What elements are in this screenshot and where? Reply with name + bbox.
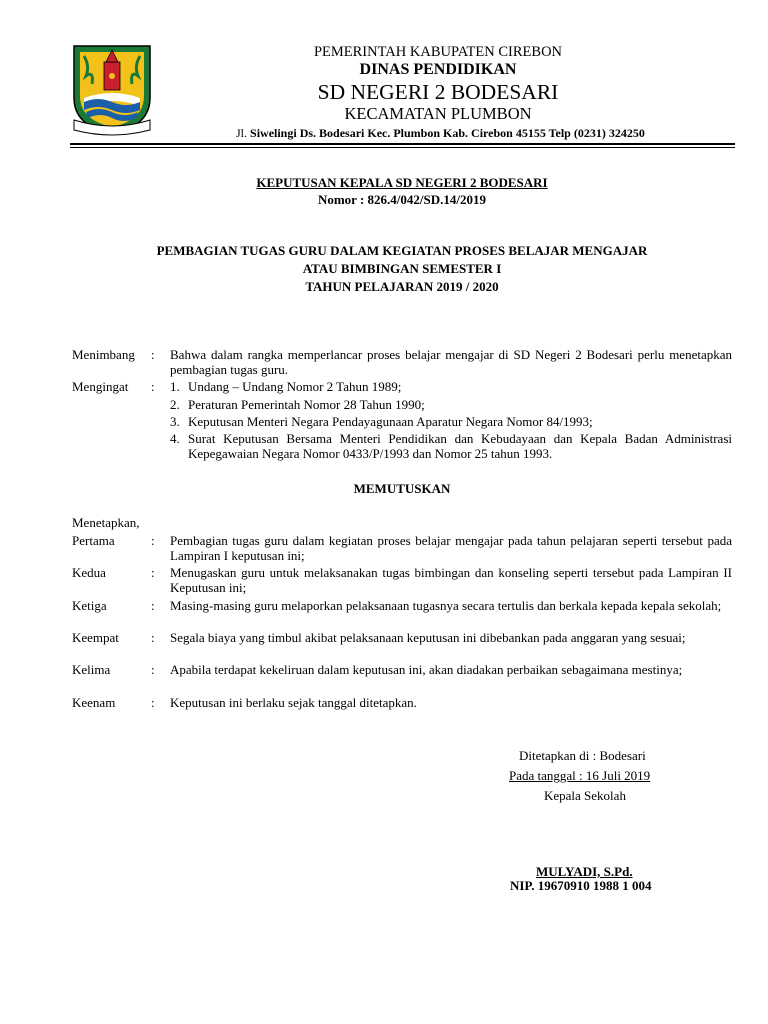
decision-text: Menugaskan guru untuk melaksanakan tugas bimbingan dan konseling seperti tersebut pada Lampiran II Keputusan ini; [170,565,732,595]
considering-label: Menimbang [72,347,135,362]
signing-place: Ditetapkan di : Bodesari [519,748,646,763]
school-name: SD NEGERI 2 BODESARI [317,80,559,104]
signer-name: MULYADI, S.Pd. [536,864,633,879]
decision-label: Keempat [72,630,119,645]
recalling-item-text: Surat Keputusan Bersama Menteri Pendidikan dan Kebudayaan dan Kepala Badan Administrasi Kepegawaian Negara Nomor 0433/P/1993 dan Nomor 25 tahun 1993. [188,431,732,461]
decree-title: KEPUTUSAN KEPALA SD NEGERI 2 BODESARI [256,175,548,190]
decision-text: Masing-masing guru melaporkan pelaksanaan tugasnya secara tertulis dan berkala kepada kepala sekolah; [170,598,722,613]
decides-heading: MEMUTUSKAN [353,481,451,496]
district-name: KECAMATAN PLUMBON [344,104,532,123]
recalling-item-text: Undang – Undang Nomor 2 Tahun 1989; [188,379,402,394]
government-name: PEMERINTAH KABUPATEN CIREBON [313,44,563,60]
decision-text: Apabila terdapat kekeliruan dalam keputusan ini, akan diadakan perbaikan sebagaimana mestinya; [170,662,683,677]
decision-colon: : [151,630,155,645]
decision-colon: : [151,533,155,548]
recalling-item-text: Keputusan Menteri Negara Pendayagunaan Aparatur Negara Nomor 84/1993; [188,414,593,429]
recalling-item-text: Peraturan Pemerintah Nomor 28 Tahun 1990; [188,397,425,412]
decision-label: Pertama [72,533,115,548]
address-prefix: Jl. [236,126,248,140]
decision-colon: : [151,695,155,710]
decision-label: Kelima [72,662,111,677]
decision-text: Keputusan ini berlaku sejak tanggal ditetapkan. [170,695,417,710]
recalling-item-number: 3. [170,414,180,429]
signing-date: Pada tanggal : 16 Juli 2019 [509,768,651,783]
subject-line-3: TAHUN PELAJARAN 2019 / 2020 [305,279,499,294]
subject-line-2: ATAU BIMBINGAN SEMESTER I [302,261,502,276]
recalling-label: Mengingat [72,379,129,394]
recalling-item-number: 4. [170,431,180,446]
regency-logo [70,40,154,138]
decision-colon: : [151,662,155,677]
decision-label: Ketiga [72,598,107,613]
subject-line-1: PEMBAGIAN TUGAS GURU DALAM KEGIATAN PROSES BELAJAR MENGAJAR [156,243,648,258]
recalling-item-number: 1. [170,379,180,394]
decision-text: Segala biaya yang timbul akibat pelaksanaan keputusan ini dibebankan pada anggaran yang sesuai; [170,630,686,645]
decree-number: Nomor : 826.4/042/SD.14/2019 [317,192,487,207]
recalling-item-number: 2. [170,397,180,412]
considering-text: Bahwa dalam rangka memperlancar proses belajar mengajar di SD Negeri 2 Bodesari perlu menetapkan pembagian tugas guru. [170,347,732,377]
department-name: DINAS PENDIDIKAN [359,61,517,78]
header-rule-thin [70,147,735,148]
signer-nip: NIP. 19670910 1988 1 004 [510,878,652,893]
considering-colon: : [151,347,155,362]
header-rule-thick [70,143,735,145]
school-address [236,126,645,141]
decision-text: Pembagian tugas guru dalam kegiatan proses belajar mengajar pada tahun pelajaran seperti tersebut pada Lampiran I keputusan ini; [170,533,732,563]
recalling-colon: : [151,379,155,394]
decision-colon: : [151,565,155,580]
establishing-label: Menetapkan, [72,515,140,530]
decision-label: Keenam [72,695,116,710]
decision-colon: : [151,598,155,613]
address-text: Siwelingi Ds. Bodesari Kec. Plumbon Kab. Cirebon 45155 Telp (0231) 324250 [250,126,645,140]
decision-label: Kedua [72,565,106,580]
signer-position: Kepala Sekolah [544,788,626,803]
